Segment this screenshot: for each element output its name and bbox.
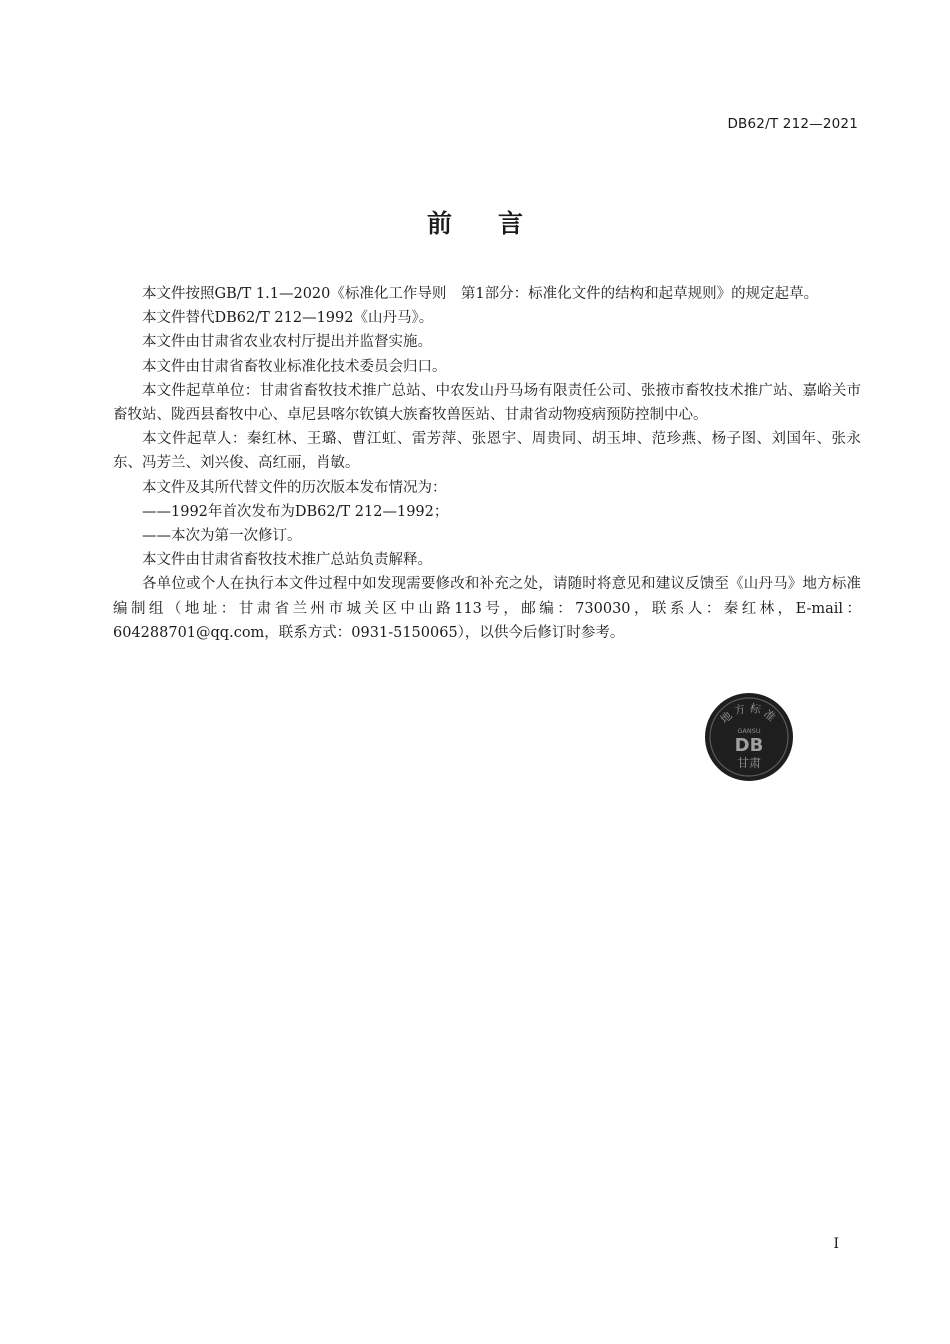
seal-middle-text: GANSU [737, 727, 761, 735]
seal-bottom-text: 甘肃 [736, 756, 762, 770]
official-seal [703, 691, 795, 783]
paragraph-centralized-by: 本文件由甘肃省畜牧业标准化技术委员会归口。 [142, 358, 447, 375]
paragraph-history-item-1: ——1992年首次发布为DB62/T 212—1992； [142, 503, 449, 520]
document-code: DB62/T 212—2021 [727, 116, 858, 132]
paragraph-version-history: 本文件及其所代替文件的历次版本发布情况为： [142, 479, 447, 496]
foreword-body [113, 282, 861, 645]
seal-top-text: 地方标准 [717, 701, 781, 727]
paragraph-history-item-2: ——本次为第一次修订。 [142, 528, 302, 545]
paragraph-interpretation: 本文件由甘肃省畜牧技术推广总站负责解释。 [142, 552, 432, 569]
paragraph-drafting-rules: 本文件按照GB/T 1.1—2020《标准化工作导则 第1部分：标准化文件的结构和起草规则》的规定起草。 [142, 286, 819, 302]
paragraph-replaces: 本文件替代DB62/T 212—1992《山丹马》。 [142, 310, 434, 327]
title-char-2: 言 [498, 209, 524, 238]
paragraph-proposed-by: 本文件由甘肃省农业农村厅提出并监督实施。 [142, 334, 432, 351]
paragraph-feedback: 各单位或个人在执行本文件过程中如发现需要修改和补充之处，请随时将意见和建议反馈至《山丹马》地方标准编制组（地址：甘肃省兰州市城关区中山路113号，邮编：730030，联系人：秦红林，E-mail：604288701@qq.com，联系方式：0931-5150065），以供今后修订时参考。 [113, 576, 861, 641]
paragraph-drafting-units: 本文件起草单位：甘肃省畜牧技术推广总站、中农发山丹马场有限责任公司、张掖市畜牧技术推广站、嘉峪关市畜牧站、陇西县畜牧中心、卓尼县喀尔钦镇大族畜牧兽医站、甘肃省动物疫病预防控制中心。 [113, 382, 861, 424]
page-title [0, 204, 950, 240]
paragraph-drafters: 本文件起草人：秦红林、王璐、曹江虹、雷芳萍、张恩宇、周贵同、胡玉坤、范珍燕、杨子图、刘国年、张永东、冯芳兰、刘兴俊、高红丽，肖敏。 [113, 431, 861, 472]
seal-center-text: DB [734, 735, 764, 756]
title-char-1: 前 [426, 209, 452, 238]
page-number: I [833, 1236, 839, 1252]
